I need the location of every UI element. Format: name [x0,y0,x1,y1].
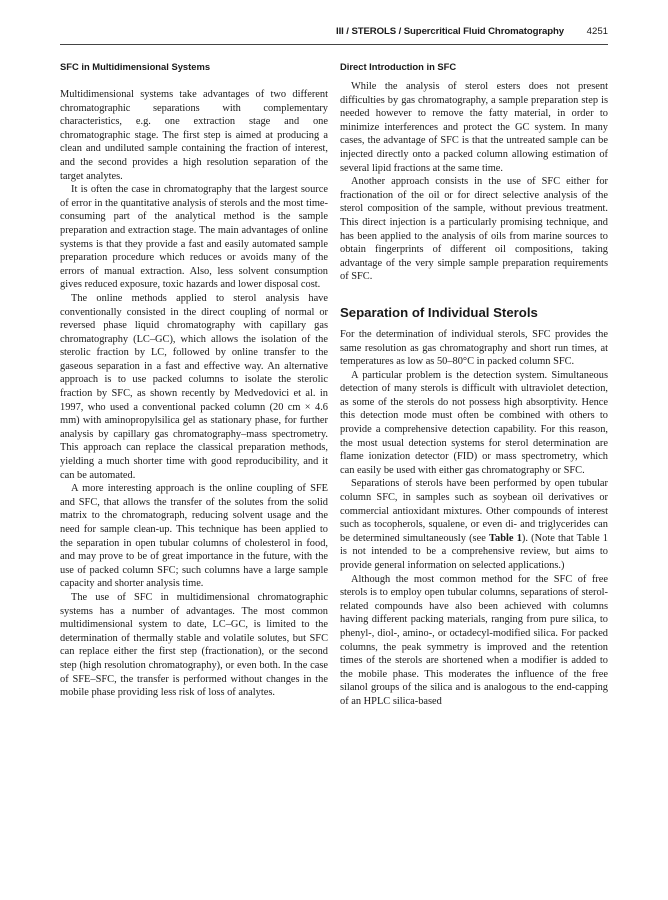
subsection-heading-multidimensional: SFC in Multidimensional Systems [60,61,211,72]
section-heading-separation: Separation of Individual Sterols [340,304,538,320]
left-column [60,60,328,700]
paragraph: The use of SFC in multidimensional chromatographic systems has a number of advantages. The most common multidimensional system to date, LC–GC, is limited to the determination of thermally stable and volatile solutes, but SFC can replace either the first step (fractionation), or the second step (high resolution chromatography), or even both. In the case of SFE–SFC, the transfer is performed without changes in the mobile phase providing less risk of loss of analytes. [60,591,328,699]
paragraph: Although the most common method for the SFC of free sterols is to employ open tubular columns, separations of sterol-related compounds have also been achieved with columns having different packing materials, ranging from pure silica, to phenyl-, diol-, amino-, or octadecyl-modified silica. For packed columns, the peak symmetry is improved and the retention times of the sterols are shortened when a modifier is added to the mobile phase. This moderates the influence of the free silanol groups of the silica and is analogous to the end-capping of an HPLC silica-based [340,573,608,707]
paragraph: A particular problem is the detection system. Simultaneous detection of many sterols is difficult with ultraviolet detection, as some of the sterols do not possess high absorptivity. Hence this detection mode must often be combined with others to provide a comprehensive detection capability. For this reason, the most usual detection systems for sterol determination are flame ionization detector (FID) or mass spectrometry, which can easily be used with either gas chromatography or SFC. [340,369,608,476]
paragraph-text: Separations of sterols have been performed by open tubular column SFC, in samples such as soybean oil derivatives or commercial antioxidant mixtures. Other compounds of interest such as tocopherols, squalene, or even di- and triglycerides can be determined simultaneously (see [340,478,608,544]
paragraph: While the analysis of sterol esters does not present difficulties by gas chromatography, a sample preparation step is needed however to remove the fatty material, in order to minimize interferences and protect the GC system. In many cases, the advantage of SFC is that the untreated sample can be injected directly onto a packed column allowing estimation of several lipid fractions at the same time. [340,81,608,174]
running-header [60,22,608,45]
paragraph: It is often the case in chromatography that the largest source of error in the quantitative analysis of sterols and the most time-consuming part of the analytical method is the sample preparation and extraction stage. The main advantages of online systems is that they provide a fast and easily automated sample preparation procedure which reduces or avoids many of the errors of manual extraction. Also, less solvent consumption gives reduced exposure, toxic hazards and lower disposal cost. [60,184,328,291]
table-reference: Table 1 [489,532,522,544]
paragraph [340,477,608,572]
subsection-heading-direct-introduction: Direct Introduction in SFC [340,61,457,72]
running-title: III / STEROLS / Supercritical Fluid Chromatography [336,26,564,37]
paragraph: For the determination of individual sterols, SFC provides the same resolution as gas chromatography and short run times, at temperatures as low as 50–80°C in packed column SFC. [340,328,608,368]
page-number: 4251 [586,26,608,37]
paragraph: Another approach consists in the use of SFC either for fractionation of the oil or for direct selective analysis of the sterol composition of the sample, without previous treatment. This direct injection is a particularly promising technique, and has been applied to the analysis of oils from marine sources to obtain fingerprints of different oil compositions, taking advantage of the very simple sample preparation requirements of SFC. [340,176,608,283]
right-column [340,60,608,709]
paragraph: A more interesting approach is the online coupling of SFE and SFC, that allows the transfer of the solutes from the solid matrix to the chromatograph, reducing solvent usage and the need for sample clean-up. This technique has been applied to the separation in open tubular columns of cholesterol in food, and may prove to be of great importance in the future, with the use of packed column SFC; such columns have a large sample capacity and shorter analysis time. [60,483,328,590]
paragraph: The online methods applied to sterol analysis have conventionally consisted in the direct coupling of normal or reversed phase liquid chromatography with capillary gas chromatography (LC–GC), which allows the isolation of the sterolic fraction by LC, followed by online transfer to the gaseous separation in a fast and effective way. An alternative approach is to use packed columns to isolate the sterolic fraction by SFC, as shown recently by Medvedovici et al. in 1997, who used a conventional packed column (20 cm × 4.6 mm) with aminopropylsilica gel as stationary phase, for further analysis by capillary gas chromatography–mass spectrometry. This approach can replace the classical preparation methods, yielding a much shorter time with good reproducibility, and it can be automated. [60,292,328,481]
paragraph-text: ). (Note that Table 1 is not intended to be a comprehensive review, but aims to provide general information on selected applications.) [340,532,608,571]
paragraph: Multidimensional systems take advantages of two different chromatographic separations with complementary characteristics, e.g. one extraction stage and one chromatographic stage. The first step is aimed at producing a clean and undiluted sample containing the fraction of interest, and the second provides a high resolution separation of the target analytes. [60,89,328,182]
